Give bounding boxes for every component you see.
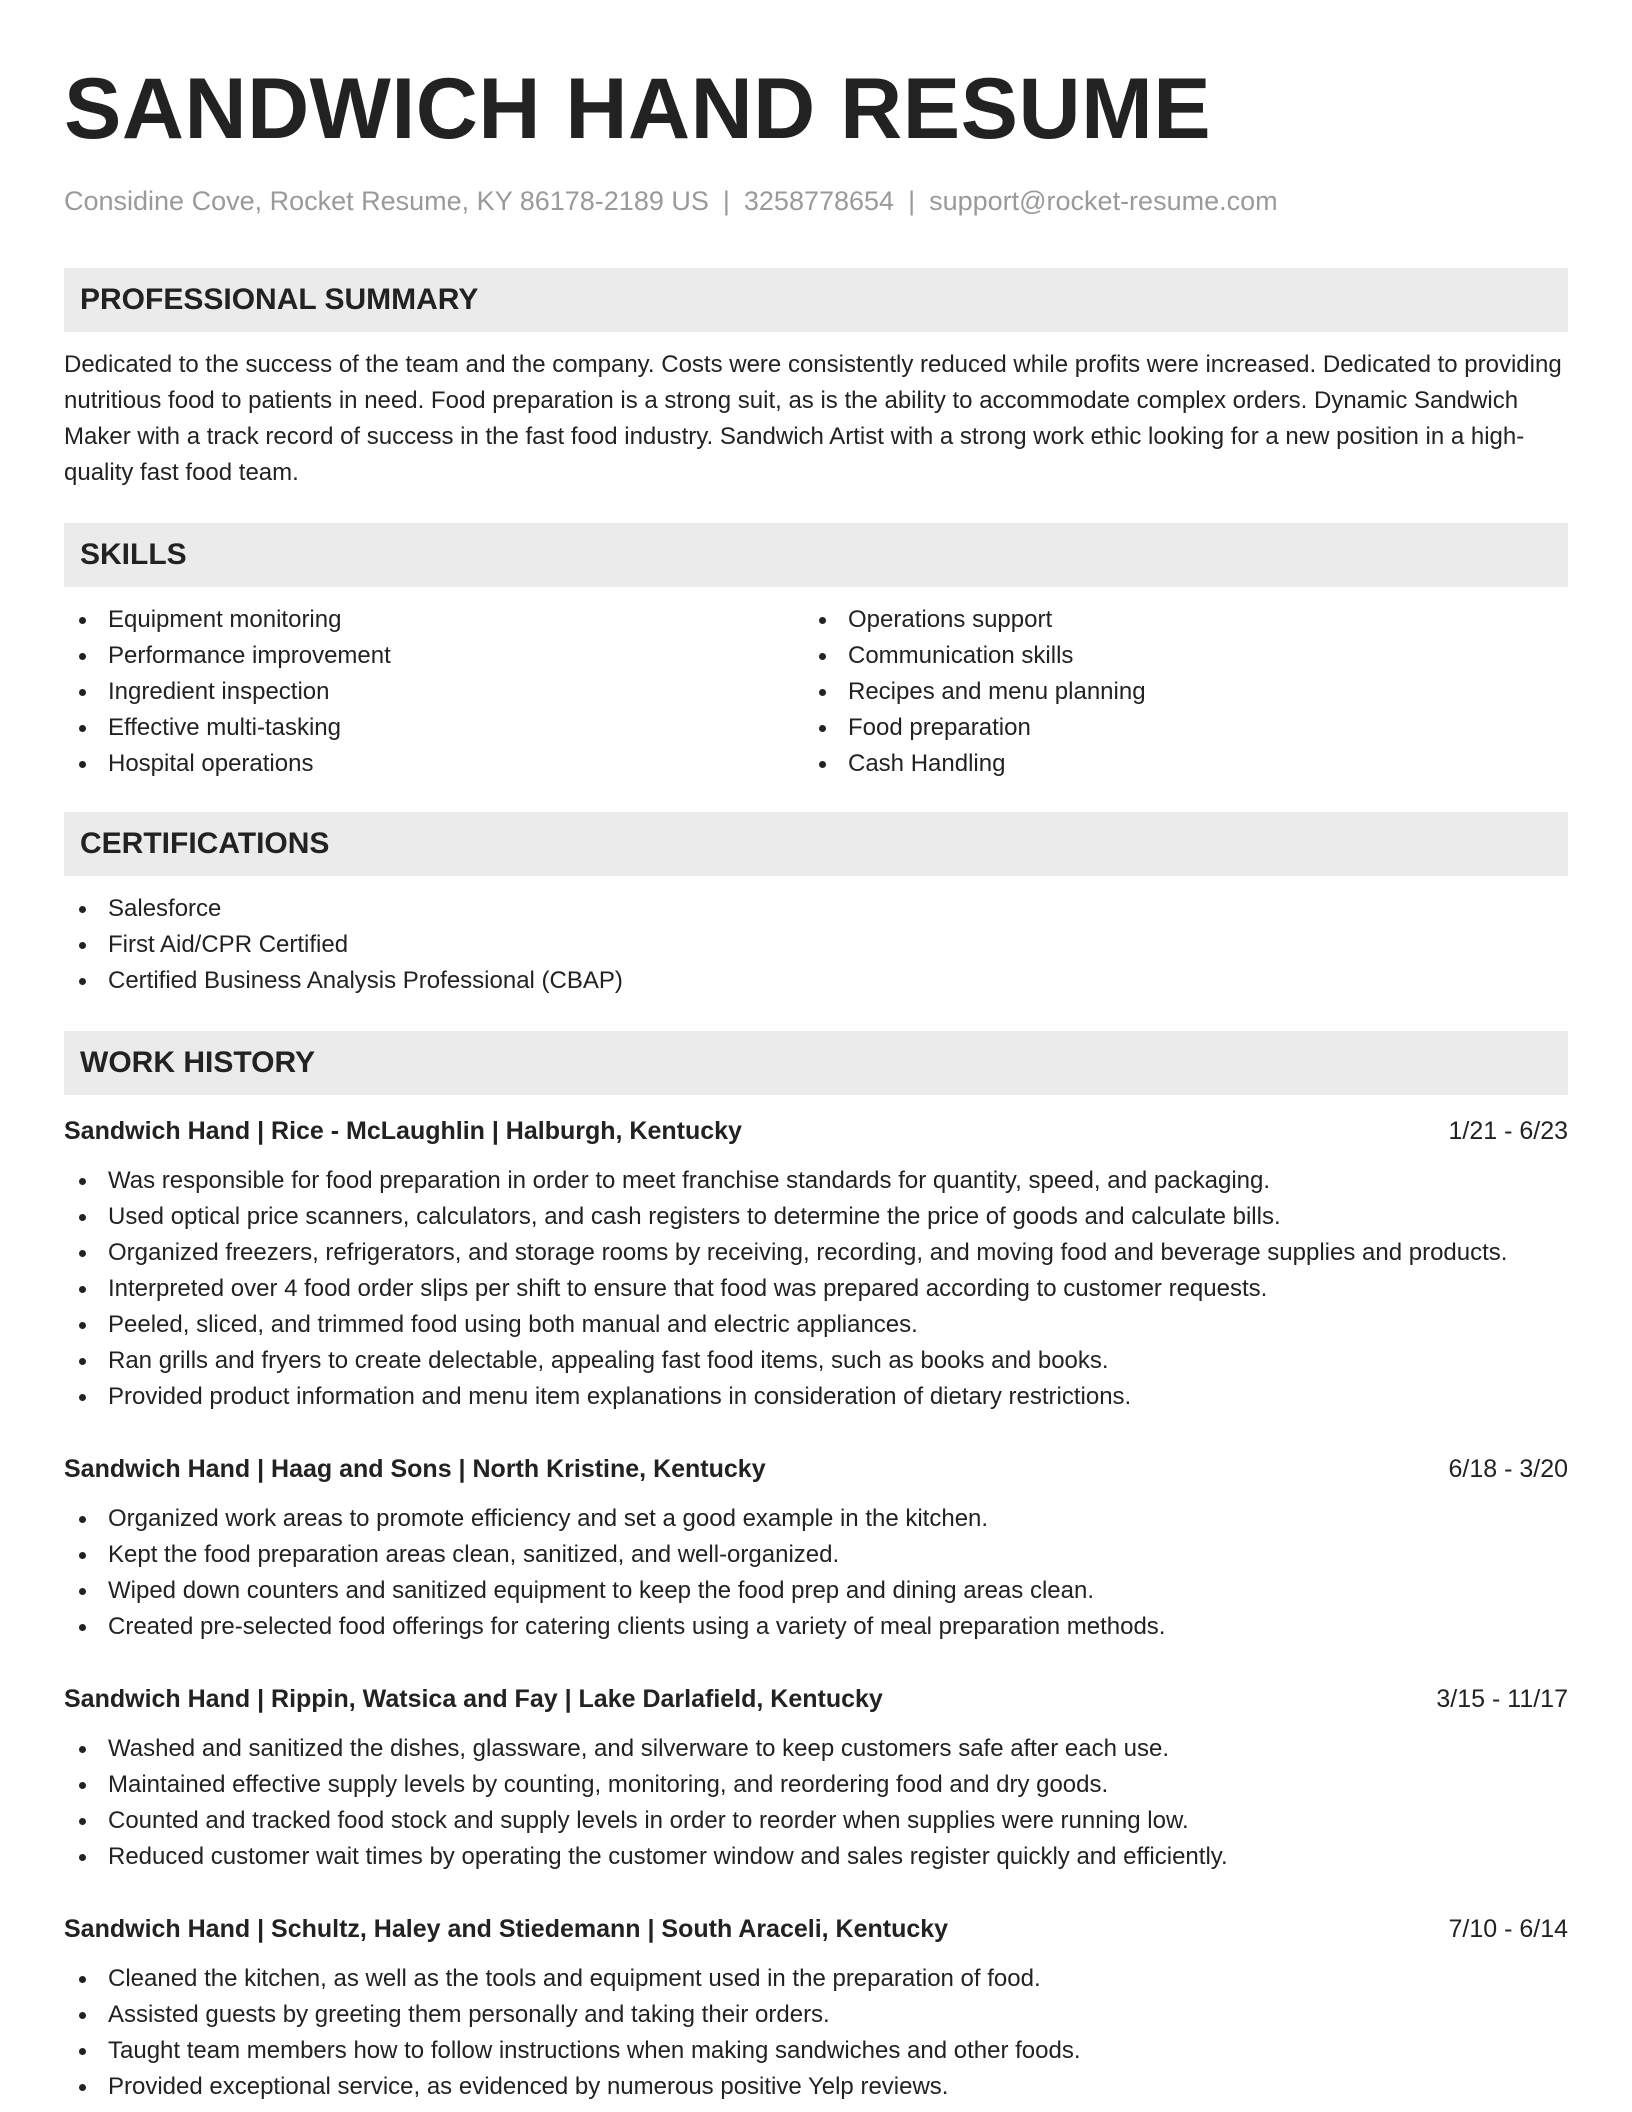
skill-item xyxy=(804,638,1544,674)
bullet-dot-icon xyxy=(79,1250,86,1257)
certification-label: Salesforce xyxy=(108,895,222,922)
job-bullet-text: Wiped down counters and sanitized equipment to keep the food prep and dining areas clean. xyxy=(108,1577,1094,1604)
job-bullet xyxy=(64,1235,1568,1271)
certification-label: First Aid/CPR Certified xyxy=(108,931,349,958)
bullet-dot-icon xyxy=(819,653,826,660)
job-bullet xyxy=(64,1199,1568,1235)
skill-label: Food preparation xyxy=(848,714,1031,741)
job-bullet-text: Taught team members how to follow instructions when making sandwiches and other foods. xyxy=(108,2037,1081,2064)
job-header xyxy=(64,1113,1568,1149)
job-bullets xyxy=(64,1731,1568,1875)
skill-label: Operations support xyxy=(848,606,1053,633)
skill-label: Recipes and menu planning xyxy=(848,678,1146,705)
skill-item xyxy=(804,602,1544,638)
bullet-dot-icon xyxy=(79,725,86,732)
skill-label: Performance improvement xyxy=(108,642,391,669)
section-header-work-history: WORK HISTORY xyxy=(64,1031,1568,1095)
job-bullet-text: Was responsible for food preparation in order to meet franchise standards for quantity, speed, and packaging. xyxy=(108,1167,1271,1194)
skill-item xyxy=(64,674,804,710)
job-bullet xyxy=(64,1537,1568,1573)
bullet-dot-icon xyxy=(79,1782,86,1789)
job-bullet xyxy=(64,1307,1568,1343)
job-bullet-text: Assisted guests by greeting them personally and taking their orders. xyxy=(108,2001,830,2028)
job-bullet-text: Provided exceptional service, as evidenced by numerous positive Yelp reviews. xyxy=(108,2073,949,2100)
bullet-dot-icon xyxy=(79,1286,86,1293)
job-bullet-text: Counted and tracked food stock and supply levels in order to reorder when supplies were running low. xyxy=(108,1807,1189,1834)
bullet-dot-icon xyxy=(79,761,86,768)
job-entry xyxy=(64,1113,1568,1415)
bullet-dot-icon xyxy=(79,1818,86,1825)
skill-label: Effective multi-tasking xyxy=(108,714,341,741)
section-header-certifications: CERTIFICATIONS xyxy=(64,812,1568,876)
job-title: Sandwich Hand | Rice - McLaughlin | Halburgh, Kentucky xyxy=(64,1117,742,1145)
skill-label: Equipment monitoring xyxy=(108,606,342,633)
bullet-dot-icon xyxy=(79,1976,86,1983)
bullet-dot-icon xyxy=(79,1178,86,1185)
job-title: Sandwich Hand | Schultz, Haley and Stiedemann | South Araceli, Kentucky xyxy=(64,1915,949,1943)
job-bullet xyxy=(64,2069,1568,2105)
job-bullet-text: Peeled, sliced, and trimmed food using both manual and electric appliances. xyxy=(108,1311,918,1338)
job-bullet xyxy=(64,1271,1568,1307)
bullet-dot-icon xyxy=(819,761,826,768)
job-header xyxy=(64,1451,1568,1487)
skill-item xyxy=(804,674,1544,710)
bullet-dot-icon xyxy=(819,617,826,624)
job-bullet-text: Ran grills and fryers to create delectable, appealing fast food items, such as books and books. xyxy=(108,1347,1109,1374)
job-bullet xyxy=(64,1997,1568,2033)
job-bullet-text: Washed and sanitized the dishes, glassware, and silverware to keep customers safe after each use. xyxy=(108,1735,1170,1762)
skill-label: Cash Handling xyxy=(848,750,1006,777)
job-bullet xyxy=(64,1803,1568,1839)
bullet-dot-icon xyxy=(79,2012,86,2019)
bullet-dot-icon xyxy=(79,906,86,913)
job-bullet xyxy=(64,1609,1568,1645)
job-bullet xyxy=(64,1839,1568,1875)
bullet-dot-icon xyxy=(79,2048,86,2055)
job-bullet-text: Maintained effective supply levels by counting, monitoring, and reordering food and dry goods. xyxy=(108,1771,1109,1798)
bullet-dot-icon xyxy=(79,1588,86,1595)
job-entry xyxy=(64,1451,1568,1645)
skill-label: Ingredient inspection xyxy=(108,678,330,705)
job-dates: 6/18 - 3/20 xyxy=(1448,1455,1568,1483)
contact-email: support@rocket-resume.com xyxy=(929,186,1278,216)
bullet-dot-icon xyxy=(79,617,86,624)
contact-address: Considine Cove, Rocket Resume, KY 86178-2189 US xyxy=(64,186,709,216)
job-bullets xyxy=(64,1961,1568,2105)
skill-label: Communication skills xyxy=(848,642,1074,669)
job-bullet-text: Cleaned the kitchen, as well as the tools and equipment used in the preparation of food. xyxy=(108,1965,1041,1992)
job-dates: 3/15 - 11/17 xyxy=(1436,1685,1568,1713)
job-bullet xyxy=(64,1767,1568,1803)
job-entry xyxy=(64,1911,1568,2105)
skill-item xyxy=(64,638,804,674)
bullet-dot-icon xyxy=(79,1854,86,1861)
bullet-dot-icon xyxy=(79,689,86,696)
skill-label: Hospital operations xyxy=(108,750,314,777)
skills-column-left xyxy=(64,602,804,782)
certification-item xyxy=(64,963,1568,999)
skill-item xyxy=(804,710,1544,746)
skill-item xyxy=(64,746,804,782)
job-title: Sandwich Hand | Rippin, Watsica and Fay | Lake Darlafield, Kentucky xyxy=(64,1685,883,1713)
contact-separator: | xyxy=(722,186,730,216)
certification-item xyxy=(64,891,1568,927)
job-bullet-text: Created pre-selected food offerings for catering clients using a variety of meal preparation methods. xyxy=(108,1613,1166,1640)
job-header xyxy=(64,1681,1568,1717)
job-bullet-text: Kept the food preparation areas clean, sanitized, and well-organized. xyxy=(108,1541,840,1568)
bullet-dot-icon xyxy=(79,653,86,660)
resume-title: SANDWICH HAND RESUME xyxy=(64,61,1212,157)
bullet-dot-icon xyxy=(79,1358,86,1365)
skills-column-right xyxy=(804,602,1544,782)
section-header-summary: PROFESSIONAL SUMMARY xyxy=(64,268,1568,332)
bullet-dot-icon xyxy=(819,689,826,696)
job-bullet xyxy=(64,2033,1568,2069)
bullet-dot-icon xyxy=(79,1624,86,1631)
bullet-dot-icon xyxy=(79,1552,86,1559)
job-entry xyxy=(64,1681,1568,1875)
job-bullet xyxy=(64,1731,1568,1767)
summary-text: Dedicated to the success of the team and the company. Costs were consistently reduced while profits were increased. Dedicated to providing nutritious food to patients in need. Food preparation is a strong suit, as is the ability to accommodate complex orders. Dynamic Sandwich Maker with a track record of success in the fast food industry. Sandwich Artist with a strong work ethic looking for a new position in a high-quality fast food team. xyxy=(64,351,1562,486)
job-bullets xyxy=(64,1501,1568,1645)
job-bullet-text: Used optical price scanners, calculators, and cash registers to determine the price of goods and calculate bills. xyxy=(108,1203,1281,1230)
job-dates: 7/10 - 6/14 xyxy=(1448,1915,1568,1943)
job-bullet-text: Organized work areas to promote efficiency and set a good example in the kitchen. xyxy=(108,1505,989,1532)
contact-phone: 3258778654 xyxy=(743,186,895,216)
bullet-dot-icon xyxy=(819,725,826,732)
bullet-dot-icon xyxy=(79,1746,86,1753)
job-bullet xyxy=(64,1961,1568,1997)
job-bullet xyxy=(64,1343,1568,1379)
bullet-dot-icon xyxy=(79,1394,86,1401)
contact-separator: | xyxy=(908,186,916,216)
bullet-dot-icon xyxy=(79,1516,86,1523)
job-bullet-text: Organized freezers, refrigerators, and storage rooms by receiving, recording, and moving food and beverage supplies and products. xyxy=(108,1239,1508,1266)
job-bullet-text: Reduced customer wait times by operating the customer window and sales register quickly and efficiently. xyxy=(108,1843,1228,1870)
bullet-dot-icon xyxy=(79,1214,86,1221)
skills-grid xyxy=(64,602,1568,782)
job-header xyxy=(64,1911,1568,1947)
skill-item xyxy=(804,746,1544,782)
job-bullet xyxy=(64,1501,1568,1537)
job-bullet xyxy=(64,1573,1568,1609)
section-header-skills: SKILLS xyxy=(64,523,1568,587)
job-bullet xyxy=(64,1163,1568,1199)
skill-item xyxy=(64,602,804,638)
bullet-dot-icon xyxy=(79,942,86,949)
certification-item xyxy=(64,927,1568,963)
certification-label: Certified Business Analysis Professional (CBAP) xyxy=(108,967,623,994)
contact-line xyxy=(64,182,1568,220)
job-dates: 1/21 - 6/23 xyxy=(1448,1117,1568,1145)
bullet-dot-icon xyxy=(79,1322,86,1329)
bullet-dot-icon xyxy=(79,978,86,985)
job-bullets xyxy=(64,1163,1568,1415)
skill-item xyxy=(64,710,804,746)
job-bullet xyxy=(64,1379,1568,1415)
job-title: Sandwich Hand | Haag and Sons | North Kristine, Kentucky xyxy=(64,1455,766,1483)
job-bullet-text: Interpreted over 4 food order slips per shift to ensure that food was prepared according to customer requests. xyxy=(108,1275,1268,1302)
bullet-dot-icon xyxy=(79,2084,86,2091)
job-bullet-text: Provided product information and menu item explanations in consideration of dietary restrictions. xyxy=(108,1383,1132,1410)
certifications-list xyxy=(64,891,1568,999)
